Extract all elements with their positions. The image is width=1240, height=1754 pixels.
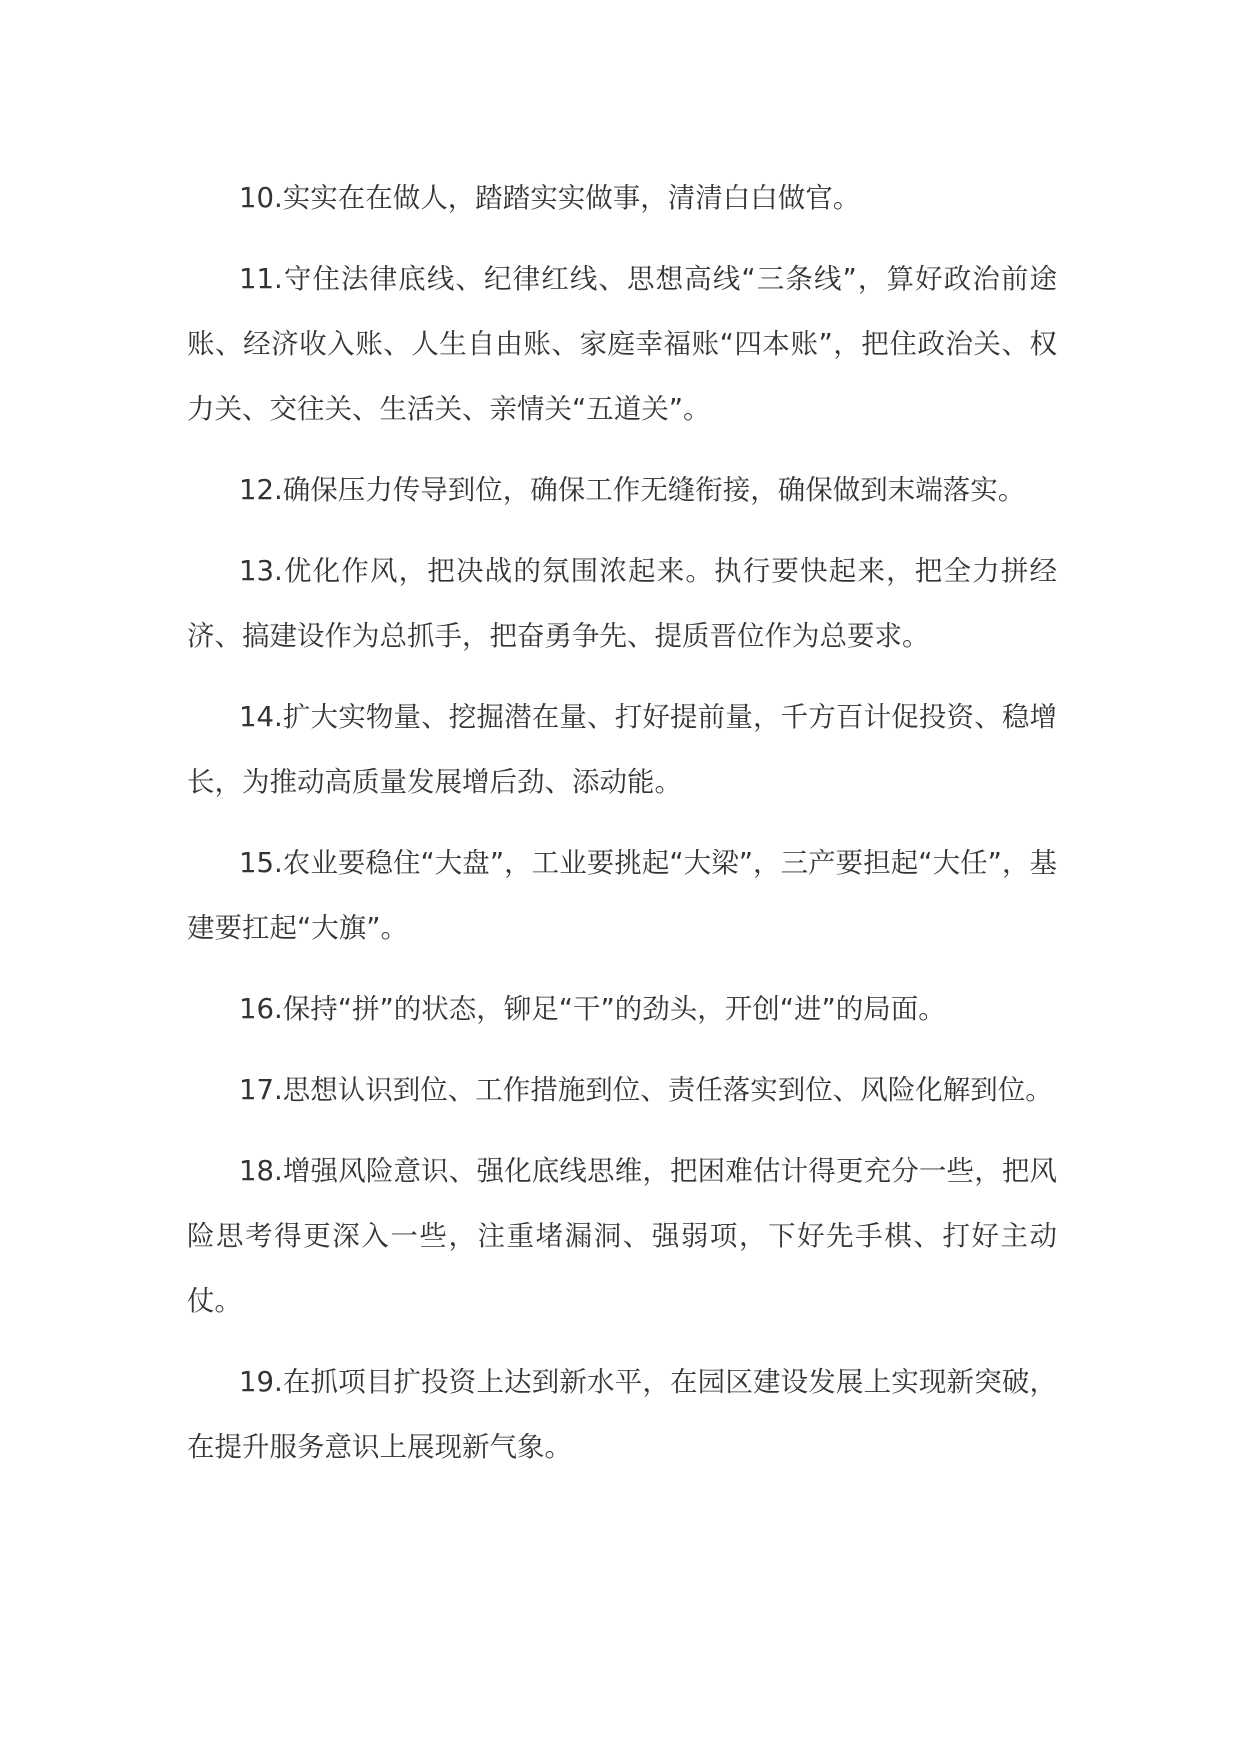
paragraph-16: 16.保持“拼”的状态，铆足“干”的劲头，开创“进”的局面。 bbox=[239, 993, 946, 1025]
paragraph-17: 17.思想认识到位、工作措施到位、责任落实到位、风险化解到位。 bbox=[239, 1074, 1053, 1106]
paragraph-13: 13.优化作风，把决战的氛围浓起来。执行要快起来，把全力拼经济、搞建设作为总抓手，把奋勇争先、提质晋位作为总要求。 bbox=[187, 555, 1057, 652]
paragraph-15: 15.农业要稳住“大盘”，工业要挑起“大梁”，三产要担起“大任”，基建要扛起“大旗”。 bbox=[187, 847, 1057, 944]
paragraph-11: 11.守住法律底线、纪律红线、思想高线“三条线”，算好政治前途账、经济收入账、人生自由账、家庭幸福账“四本账”，把住政治关、权力关、交往关、生活关、亲情关“五道关”。 bbox=[187, 263, 1057, 425]
paragraph-19: 19.在抓项目扩投资上达到新水平，在园区建设发展上实现新突破，在提升服务意识上展现新气象。 bbox=[187, 1366, 1057, 1463]
paragraph-10: 10.实实在在做人，踏踏实实做事，清清白白做官。 bbox=[239, 182, 861, 214]
paragraph-18: 18.增强风险意识、强化底线思维，把困难估计得更充分一些，把风险思考得更深入一些，注重堵漏洞、强弱项，下好先手棋、打好主动仗。 bbox=[187, 1155, 1057, 1317]
paragraph-12: 12.确保压力传导到位，确保工作无缝衔接，确保做到末端落实。 bbox=[239, 474, 1026, 506]
document-body bbox=[187, 166, 1057, 1496]
paragraph-14: 14.扩大实物量、挖掘潜在量、打好提前量，千方百计促投资、稳增长，为推动高质量发展增后劲、添动能。 bbox=[187, 701, 1057, 798]
